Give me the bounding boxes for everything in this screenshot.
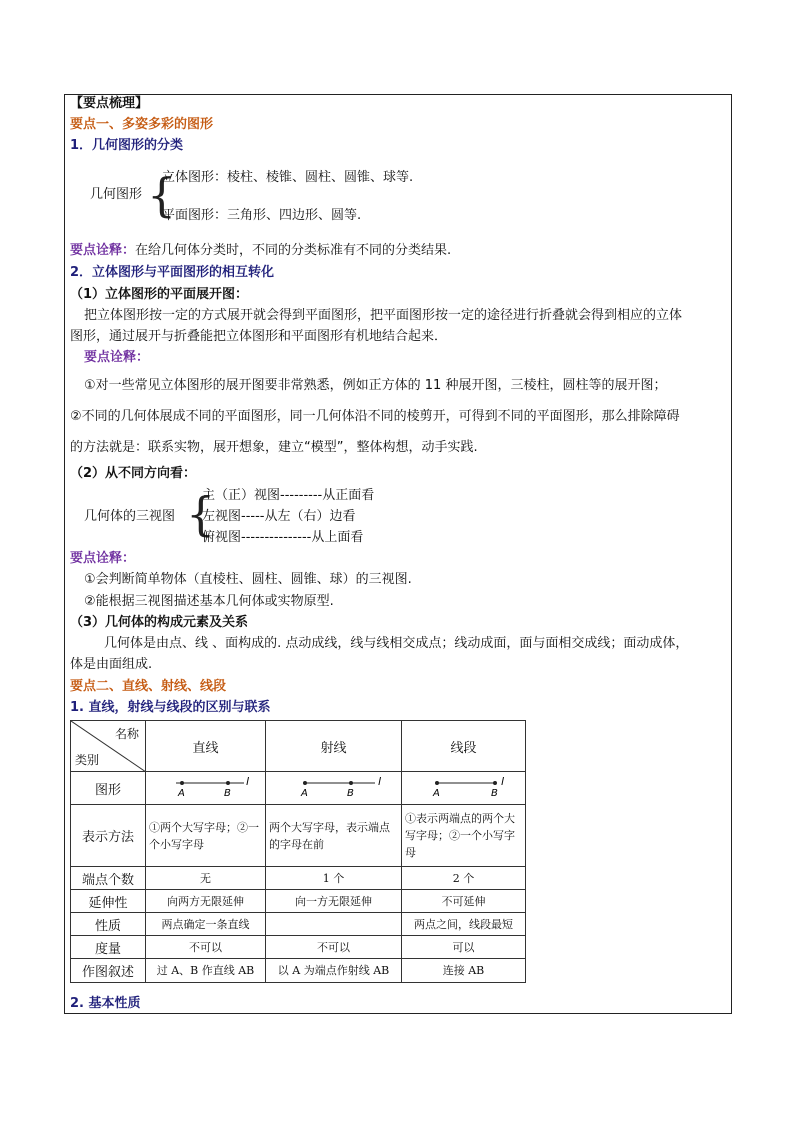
table-cell: 以 A 为端点作射线 AB (266, 959, 402, 983)
views-root: 几何体的三视图 (84, 509, 176, 524)
note3-line1: ①会判断简单物体（直棱柱、圆柱、圆锥、球）的三视图. (84, 572, 412, 587)
table-cell: 连接 AB (402, 959, 526, 983)
note3-line2: ②能根据三视图描述基本几何体或实物原型. (84, 594, 334, 609)
svg-text:l: l (245, 774, 249, 788)
svg-text:B: B (490, 787, 498, 799)
svg-text:A: A (300, 787, 308, 799)
table-cell: 两点之间，线段最短 (402, 913, 526, 936)
point2-title: 要点二、直线、射线、线段 (70, 679, 227, 694)
views-brace: { (186, 487, 216, 541)
table-row (71, 772, 526, 805)
table-row (71, 890, 526, 913)
row-label: 图形 (71, 772, 146, 805)
table-header-corner (71, 721, 146, 772)
item3-line2: 体是由面组成. (70, 657, 153, 672)
row-label: 表示方法 (71, 805, 146, 867)
note3-label: 要点诠释： (70, 551, 136, 566)
svg-text:B: B (346, 787, 354, 799)
svg-text:A: A (177, 787, 185, 799)
point1-sub2-title: 2．立体图形与平面图形的相互转化 (70, 265, 275, 280)
row-label: 作图叙述 (71, 959, 146, 983)
row-label: 延伸性 (71, 890, 146, 913)
table-cell: ①表示两端点的两个大写字母；②一个小写字母 (402, 805, 526, 867)
svg-text:A: A (432, 787, 440, 799)
note2-line3: 的方法就是：联系实物，展开想象，建立“模型”，整体构想，动手实践. (70, 440, 478, 455)
classify-plane: 平面图形：三角形、四边形、圆等. (162, 208, 362, 223)
comparison-table (70, 720, 526, 983)
item3-line1: 几何体是由点、线 、面构成的. 点动成线，线与线相交成点；线动成面，面与面相交成线；面动成体， (104, 636, 689, 651)
table-cell: 无 (146, 867, 266, 890)
views-top: 俯视图---------------从上面看 (202, 530, 364, 545)
table-row (71, 913, 526, 936)
table-cell: 2 个 (402, 867, 526, 890)
ray-figure-icon (279, 775, 389, 799)
note2-line2: ②不同的几何体展成不同的平面图形，同一几何体沿不同的棱剪开，可得到不同的平面图形，那么排除障碍 (70, 409, 680, 424)
note1 (70, 242, 451, 260)
item1-title: （1）立体图形的平面展开图： (70, 287, 249, 302)
ray-figure (266, 772, 402, 805)
note2-label: 要点诠释： (84, 350, 150, 365)
point2-sub1-title: 1. 直线，射线与线段的区别与联系 (70, 700, 271, 715)
classify-solid: 立体图形：棱柱、棱锥、圆柱、圆锥、球等. (162, 170, 414, 185)
header-top-label: 名称 (114, 727, 139, 741)
table-cell: 两个大写字母，表示端点的字母在前 (266, 805, 402, 867)
note2-line1: ①对一些常见立体图形的展开图要非常熟悉，例如正方体的 11 种展开图，三棱柱，圆柱等的展开图； (84, 378, 667, 393)
table-cell: 1 个 (266, 867, 402, 890)
table-cell: 过 A、B 作直线 AB (146, 959, 266, 983)
views-front: 主（正）视图---------从正面看 (202, 488, 375, 503)
table-cell: ①两个大写字母；②一个小写字母 (146, 805, 266, 867)
column-header-line: 直线 (146, 721, 266, 772)
section-header: 【要点梳理】 (70, 96, 149, 111)
column-header-ray: 射线 (266, 721, 402, 772)
note1-text: 在给几何体分类时，不同的分类标准有不同的分类结果. (135, 243, 452, 258)
svg-text:l: l (500, 774, 504, 788)
table-cell: 向一方无限延伸 (266, 890, 402, 913)
segment-figure-icon (409, 775, 519, 799)
column-header-segment: 线段 (402, 721, 526, 772)
classify-root: 几何图形 (90, 187, 143, 202)
table-cell: 两点确定一条直线 (146, 913, 266, 936)
table-row (71, 936, 526, 959)
row-label: 端点个数 (71, 867, 146, 890)
table-row (71, 805, 526, 867)
table-cell: 向两方无限延伸 (146, 890, 266, 913)
table-cell: 不可以 (266, 936, 402, 959)
row-label: 度量 (71, 936, 146, 959)
table-row (71, 959, 526, 983)
line-figure-icon (156, 775, 256, 799)
item1-line1: 把立体图形按一定的方式展开就会得到平面图形，把平面图形按一定的途径进行折叠就会得到相应的立体 (84, 308, 683, 323)
row-label: 性质 (71, 913, 146, 936)
segment-figure (402, 772, 526, 805)
table-cell: 可以 (402, 936, 526, 959)
table-cell: 不可延伸 (402, 890, 526, 913)
item3-title: （3）几何体的构成元素及关系 (70, 615, 249, 630)
line-figure (146, 772, 266, 805)
point1-title: 要点一、多姿多彩的图形 (70, 117, 214, 132)
note1-label: 要点诠释： (70, 243, 136, 258)
table-row (71, 867, 526, 890)
item2-title: （2）从不同方向看： (70, 466, 197, 481)
views-left: 左视图-----从左（右）边看 (202, 509, 356, 524)
item1-line2: 图形，通过展开与折叠能把立体图形和平面图形有机地结合起来． (70, 329, 448, 344)
header-bottom-label: 类别 (75, 753, 100, 767)
point2-sub2-title: 2. 基本性质 (70, 996, 141, 1011)
svg-text:B: B (223, 787, 231, 799)
classify-brace: { (147, 168, 177, 222)
table-cell (266, 913, 402, 936)
table-cell: 不可以 (146, 936, 266, 959)
point1-sub1-title: 1．几何图形的分类 (70, 138, 184, 153)
svg-text:l: l (377, 774, 381, 788)
